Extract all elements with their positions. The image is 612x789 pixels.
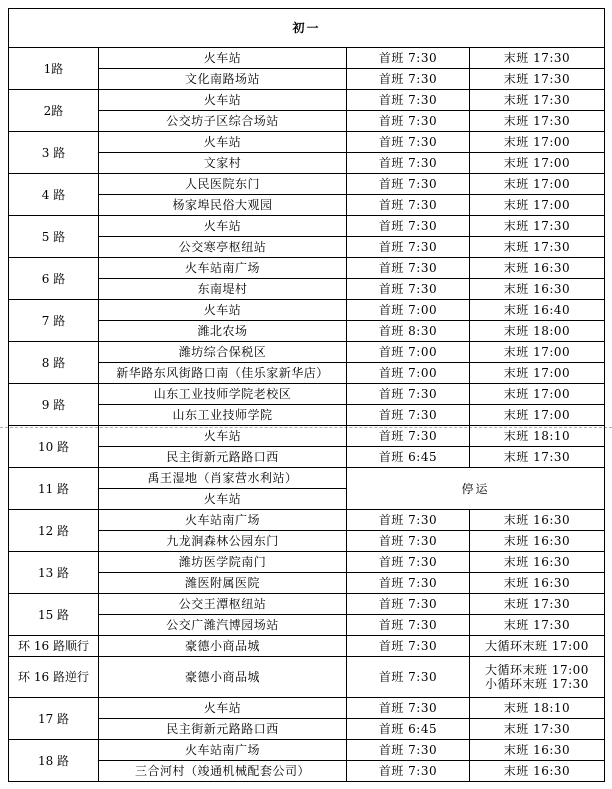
first-bus-time: 首班 7:30 <box>347 111 470 132</box>
table-row <box>9 342 605 363</box>
last-bus-time-line: 末班 17:00 <box>503 366 571 380</box>
route-name: 4 路 <box>9 174 99 216</box>
last-bus-time-line: 末班 16:30 <box>503 282 571 296</box>
station-name: 潍北农场 <box>99 321 347 342</box>
route-name: 10 路 <box>9 426 99 468</box>
station-name: 山东工业技师学院 <box>99 405 347 426</box>
table-row <box>9 573 605 594</box>
table-row <box>9 447 605 468</box>
first-bus-time: 首班 7:00 <box>347 363 470 384</box>
station-name: 三合河村（竣通机械配套公司） <box>99 761 347 782</box>
table-row <box>9 405 605 426</box>
last-bus-time <box>470 48 605 69</box>
first-bus-time: 首班 7:30 <box>347 279 470 300</box>
station-name: 公交广潍汽博园场站 <box>99 615 347 636</box>
last-bus-time <box>470 258 605 279</box>
route-name: 17 路 <box>9 698 99 740</box>
last-bus-time-line: 末班 17:00 <box>503 345 571 359</box>
table-row <box>9 48 605 69</box>
last-bus-time <box>470 174 605 195</box>
table-row <box>9 258 605 279</box>
station-name: 火车站南广场 <box>99 258 347 279</box>
table-row <box>9 237 605 258</box>
last-bus-time <box>470 153 605 174</box>
last-bus-time <box>470 615 605 636</box>
last-bus-time <box>470 216 605 237</box>
station-name: 火车站 <box>99 489 347 510</box>
route-name: 18 路 <box>9 740 99 782</box>
route-name: 3 路 <box>9 132 99 174</box>
last-bus-time-line: 大循环末班 17:00 <box>485 663 589 677</box>
table-row <box>9 321 605 342</box>
last-bus-time <box>470 657 605 698</box>
first-bus-time: 首班 6:45 <box>347 719 470 740</box>
last-bus-time <box>470 321 605 342</box>
first-bus-time: 首班 7:30 <box>347 698 470 719</box>
table-row <box>9 132 605 153</box>
station-name: 火车站南广场 <box>99 740 347 761</box>
first-bus-time: 首班 7:00 <box>347 300 470 321</box>
last-bus-time <box>470 69 605 90</box>
route-name: 1路 <box>9 48 99 90</box>
first-bus-time: 首班 7:30 <box>347 636 470 657</box>
last-bus-time <box>470 531 605 552</box>
last-bus-time-line: 末班 17:00 <box>503 198 571 212</box>
last-bus-time <box>470 279 605 300</box>
first-bus-time: 首班 7:30 <box>347 615 470 636</box>
last-bus-time <box>470 237 605 258</box>
table-row <box>9 552 605 573</box>
first-bus-time: 首班 7:30 <box>347 132 470 153</box>
station-name: 潍坊综合保税区 <box>99 342 347 363</box>
first-bus-time: 首班 7:30 <box>347 552 470 573</box>
station-name: 豪德小商品城 <box>99 657 347 698</box>
station-name: 九龙涧森林公园东门 <box>99 531 347 552</box>
last-bus-time <box>470 363 605 384</box>
station-name: 公交王潭枢纽站 <box>99 594 347 615</box>
last-bus-time-line: 末班 17:30 <box>503 722 571 736</box>
last-bus-time-line: 末班 16:30 <box>503 555 571 569</box>
last-bus-time-line: 末班 17:30 <box>503 219 571 233</box>
table-row <box>9 69 605 90</box>
last-bus-time-line: 末班 17:30 <box>503 114 571 128</box>
first-bus-time: 首班 7:30 <box>347 258 470 279</box>
station-name: 民主街新元路路口西 <box>99 719 347 740</box>
station-name: 火车站 <box>99 90 347 111</box>
last-bus-time-line: 末班 16:40 <box>503 303 571 317</box>
last-bus-time <box>470 447 605 468</box>
last-bus-time-line: 末班 17:30 <box>503 618 571 632</box>
route-name: 12 路 <box>9 510 99 552</box>
table-row <box>9 698 605 719</box>
table-row <box>9 615 605 636</box>
first-bus-time: 首班 7:30 <box>347 216 470 237</box>
table-row <box>9 636 605 657</box>
station-name: 文化南路场站 <box>99 69 347 90</box>
last-bus-time-line: 末班 17:30 <box>503 450 571 464</box>
station-name: 火车站 <box>99 132 347 153</box>
station-name: 民主街新元路路口西 <box>99 447 347 468</box>
last-bus-time-line: 末班 16:30 <box>503 534 571 548</box>
first-bus-time: 首班 7:30 <box>347 405 470 426</box>
station-name: 杨家埠民俗大观园 <box>99 195 347 216</box>
route-name: 5 路 <box>9 216 99 258</box>
first-bus-time: 首班 7:30 <box>347 174 470 195</box>
station-name: 火车站 <box>99 426 347 447</box>
first-bus-time: 首班 7:30 <box>347 761 470 782</box>
route-name: 13 路 <box>9 552 99 594</box>
station-name: 火车站 <box>99 216 347 237</box>
table-row <box>9 740 605 761</box>
station-name: 豪德小商品城 <box>99 636 347 657</box>
last-bus-time <box>470 342 605 363</box>
table-row <box>9 761 605 782</box>
station-name: 火车站南广场 <box>99 510 347 531</box>
first-bus-time: 首班 7:30 <box>347 573 470 594</box>
last-bus-time <box>470 426 605 447</box>
route-name: 2路 <box>9 90 99 132</box>
station-name: 公交坊子区综合场站 <box>99 111 347 132</box>
last-bus-time <box>470 384 605 405</box>
table-row <box>9 719 605 740</box>
last-bus-time-line: 末班 17:00 <box>503 177 571 191</box>
station-name: 山东工业技师学院老校区 <box>99 384 347 405</box>
last-bus-time-line: 末班 17:30 <box>503 72 571 86</box>
table-row <box>9 279 605 300</box>
table-title: 初一 <box>9 9 605 48</box>
last-bus-time-line: 末班 16:30 <box>503 576 571 590</box>
last-bus-time <box>470 510 605 531</box>
last-bus-time <box>470 111 605 132</box>
first-bus-time: 首班 7:30 <box>347 531 470 552</box>
last-bus-time <box>470 195 605 216</box>
table-row <box>9 153 605 174</box>
first-bus-time: 首班 8:30 <box>347 321 470 342</box>
first-bus-time: 首班 7:30 <box>347 153 470 174</box>
table-row <box>9 174 605 195</box>
last-bus-time-line: 末班 17:30 <box>503 93 571 107</box>
first-bus-time: 首班 7:30 <box>347 48 470 69</box>
suspended-status: 停运 <box>347 468 605 510</box>
station-name: 火车站 <box>99 48 347 69</box>
table-row <box>9 657 605 698</box>
first-bus-time: 首班 7:30 <box>347 426 470 447</box>
last-bus-time-line: 末班 16:30 <box>503 764 571 778</box>
table-row <box>9 510 605 531</box>
first-bus-time: 首班 7:30 <box>347 657 470 698</box>
last-bus-time-line: 小循环末班 17:30 <box>485 677 589 691</box>
first-bus-time: 首班 7:30 <box>347 195 470 216</box>
table-row <box>9 111 605 132</box>
station-name: 禹王湿地（肖家营水利站） <box>99 468 347 489</box>
station-name: 东南堤村 <box>99 279 347 300</box>
route-name: 环 16 路顺行 <box>9 636 99 657</box>
station-name: 公交寒亭枢纽站 <box>99 237 347 258</box>
station-name: 新华路东风街路口南（佳乐家新华店） <box>99 363 347 384</box>
first-bus-time: 首班 7:30 <box>347 90 470 111</box>
last-bus-time-line: 末班 16:30 <box>503 513 571 527</box>
table-row <box>9 531 605 552</box>
route-name: 8 路 <box>9 342 99 384</box>
first-bus-time: 首班 7:30 <box>347 237 470 258</box>
last-bus-time-line: 末班 17:00 <box>503 135 571 149</box>
bus-timetable <box>8 8 605 782</box>
last-bus-time <box>470 132 605 153</box>
route-name: 7 路 <box>9 300 99 342</box>
first-bus-time: 首班 7:30 <box>347 740 470 761</box>
table-row <box>9 384 605 405</box>
last-bus-time-line: 末班 18:10 <box>503 429 571 443</box>
last-bus-time-line: 末班 17:30 <box>503 240 571 254</box>
last-bus-time-line: 末班 16:30 <box>503 261 571 275</box>
last-bus-time <box>470 594 605 615</box>
last-bus-time <box>470 573 605 594</box>
route-name: 15 路 <box>9 594 99 636</box>
last-bus-time-line: 末班 18:00 <box>503 324 571 338</box>
first-bus-time: 首班 7:30 <box>347 384 470 405</box>
table-row <box>9 468 605 489</box>
last-bus-time <box>470 698 605 719</box>
table-row <box>9 363 605 384</box>
route-name: 6 路 <box>9 258 99 300</box>
last-bus-time-line: 末班 18:10 <box>503 701 571 715</box>
last-bus-time <box>470 90 605 111</box>
last-bus-time-line: 末班 17:00 <box>503 156 571 170</box>
table-row <box>9 426 605 447</box>
last-bus-time-line: 末班 17:00 <box>503 387 571 401</box>
last-bus-time <box>470 636 605 657</box>
first-bus-time: 首班 6:45 <box>347 447 470 468</box>
last-bus-time-line: 末班 17:00 <box>503 408 571 422</box>
table-row <box>9 300 605 321</box>
route-name: 11 路 <box>9 468 99 510</box>
first-bus-time: 首班 7:30 <box>347 594 470 615</box>
route-name: 环 16 路逆行 <box>9 657 99 698</box>
last-bus-time <box>470 740 605 761</box>
first-bus-time: 首班 7:30 <box>347 510 470 531</box>
table-row <box>9 216 605 237</box>
station-name: 文家村 <box>99 153 347 174</box>
station-name: 潍医附属医院 <box>99 573 347 594</box>
last-bus-time <box>470 719 605 740</box>
last-bus-time <box>470 761 605 782</box>
table-row <box>9 90 605 111</box>
last-bus-time <box>470 300 605 321</box>
last-bus-time-line: 末班 17:30 <box>503 51 571 65</box>
first-bus-time: 首班 7:00 <box>347 342 470 363</box>
table-row <box>9 195 605 216</box>
route-name: 9 路 <box>9 384 99 426</box>
station-name: 人民医院东门 <box>99 174 347 195</box>
last-bus-time-line: 末班 16:30 <box>503 743 571 757</box>
station-name: 火车站 <box>99 300 347 321</box>
table-row <box>9 594 605 615</box>
first-bus-time: 首班 7:30 <box>347 69 470 90</box>
station-name: 潍坊医学院南门 <box>99 552 347 573</box>
last-bus-time <box>470 552 605 573</box>
last-bus-time <box>470 405 605 426</box>
last-bus-time-line: 大循环末班 17:00 <box>485 639 589 653</box>
last-bus-time-line: 末班 17:30 <box>503 597 571 611</box>
station-name: 火车站 <box>99 698 347 719</box>
